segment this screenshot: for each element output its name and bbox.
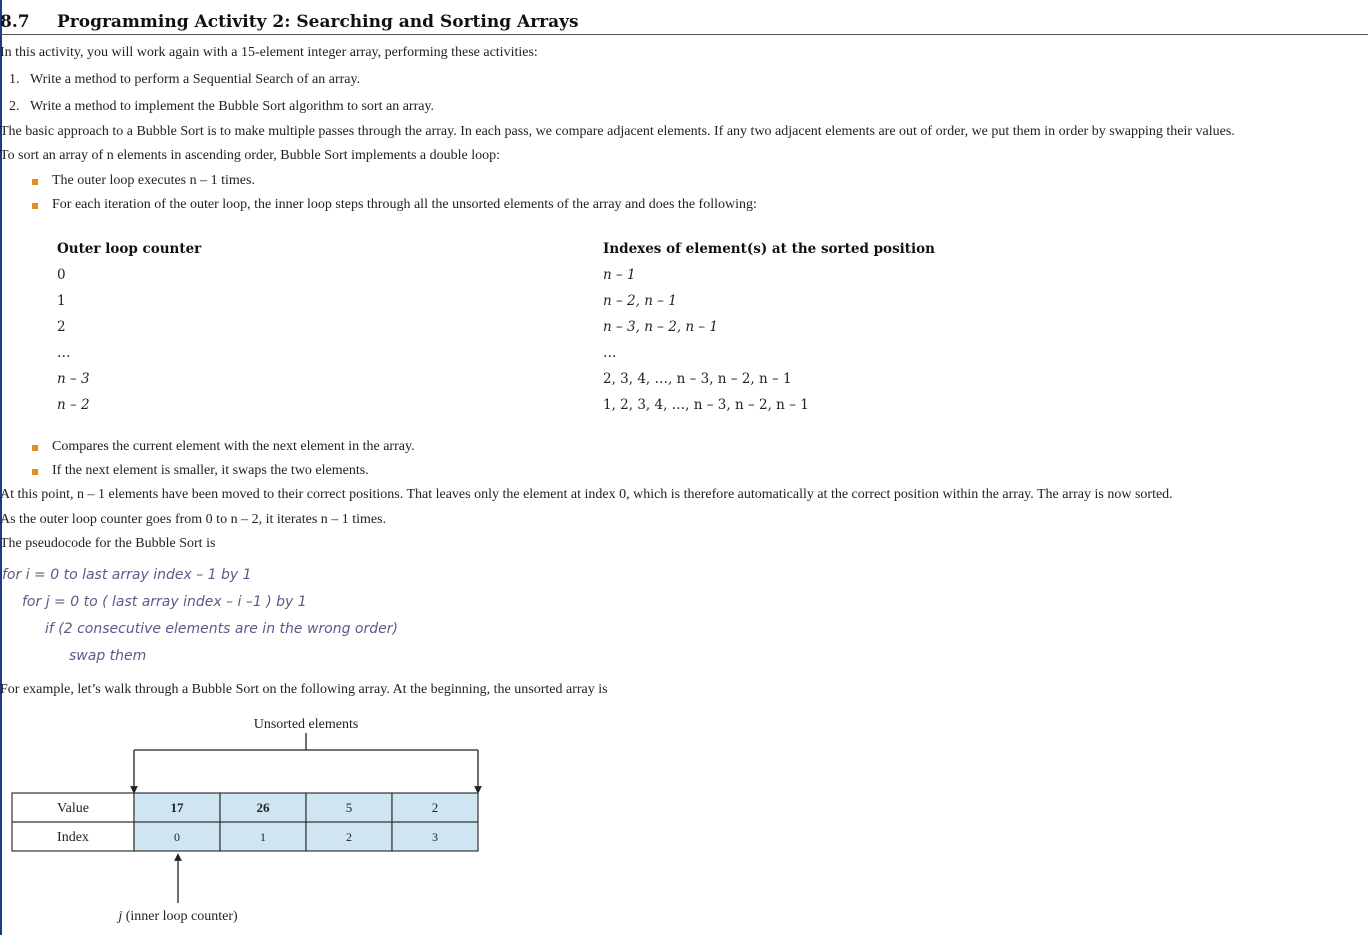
section-heading — [0, 12, 1368, 35]
section-title: Programming Activity 2: Searching and Sorting Arrays — [57, 12, 579, 32]
array-index: 2 — [346, 830, 352, 844]
paragraph-pseudocode-intro: The pseudocode for the Bubble Sort is — [0, 536, 216, 551]
pseudocode-line: swap them — [69, 648, 147, 664]
table-cell: 1 — [57, 293, 66, 309]
table-cell: n – 3, n – 2, n – 1 — [603, 319, 719, 335]
pseudocode-line: for i = 0 to last array index – 1 by 1 — [2, 567, 252, 583]
bullet-icon — [32, 179, 38, 185]
paragraph-outer-loop: As the outer loop counter goes from 0 to n – 2, it iterates n – 1 times. — [0, 512, 387, 527]
paragraph-example: For example, let’s walk through a Bubble Sort on the following array. At the beginning, the unsorted array is — [0, 682, 608, 697]
table-cell: … — [603, 345, 617, 361]
table-header-indexes: Indexes of element(s) at the sorted position — [603, 241, 935, 257]
list-item-number: 2. — [9, 99, 20, 114]
array-value: 2 — [431, 800, 439, 815]
bullet-icon — [32, 203, 38, 209]
pseudocode-line: if (2 consecutive elements are in the wrong order) — [45, 621, 398, 637]
array-index: 1 — [260, 830, 266, 844]
table-cell: n – 1 — [603, 267, 636, 283]
section-number: 8.7 — [0, 12, 30, 32]
list-item: Compares the current element with the next element in the array. — [52, 439, 415, 454]
table-cell: 2, 3, 4, …, n – 3, n – 2, n – 1 — [603, 371, 792, 387]
bullet-icon — [32, 469, 38, 475]
table-cell: 1, 2, 3, 4, …, n – 3, n – 2, n – 1 — [603, 397, 809, 413]
array-value: 17 — [170, 800, 184, 815]
list-item-number: 1. — [9, 72, 20, 87]
table-cell: … — [57, 345, 71, 361]
table-cell: n – 3 — [57, 371, 90, 387]
list-item: For each iteration of the outer loop, the inner loop steps through all the unsorted elements of the array and does the following: — [52, 197, 757, 212]
list-item: Write a method to implement the Bubble Sort algorithm to sort an array. — [30, 99, 435, 114]
table-cell: 0 — [57, 267, 66, 283]
pseudocode-line: for j = 0 to ( last array index – i –1 ) by 1 — [22, 594, 307, 610]
pointer-label-text: (inner loop counter) — [122, 909, 238, 924]
list-item: Write a method to perform a Sequential Search of an array. — [30, 72, 361, 87]
unsorted-elements-label: Unsorted elements — [253, 717, 359, 732]
intro-paragraph: In this activity, you will work again with a 15-element integer array, performing these activities: — [0, 45, 538, 60]
table-cell: 2 — [57, 319, 66, 335]
pointer-label — [116, 909, 238, 924]
array-index: 3 — [432, 830, 438, 844]
pointer-label-var: j — [118, 909, 123, 924]
list-item: If the next element is smaller, it swaps the two elements. — [52, 463, 369, 478]
paragraph-basic-approach: The basic approach to a Bubble Sort is to make multiple passes through the array. In each pass, we compare adjacent elements. If any two adjacent elements are out of order, we put them in order by swapping their values. — [0, 124, 1235, 139]
paragraph-sort-intro: To sort an array of n elements in ascending order, Bubble Sort implements a double loop: — [0, 148, 501, 163]
array-value: 5 — [345, 800, 353, 815]
bullet-icon — [32, 445, 38, 451]
table-cell: n – 2 — [57, 397, 90, 413]
bracket-arrow — [134, 733, 478, 790]
list-item: The outer loop executes n – 1 times. — [52, 173, 255, 188]
table-header-outer: Outer loop counter — [57, 241, 202, 257]
unsorted-array-figure — [0, 705, 520, 935]
array-value: 26 — [256, 800, 270, 815]
table-cell: n – 2, n – 1 — [603, 293, 677, 309]
array-index: 0 — [174, 830, 180, 844]
row-label-index: Index — [57, 830, 89, 845]
row-label-value: Value — [57, 801, 89, 816]
paragraph-at-this-point: At this point, n – 1 elements have been moved to their correct positions. That leaves only the element at index 0, which is therefore automatically at the correct position within the array. The array is now sorted. — [0, 487, 1173, 502]
